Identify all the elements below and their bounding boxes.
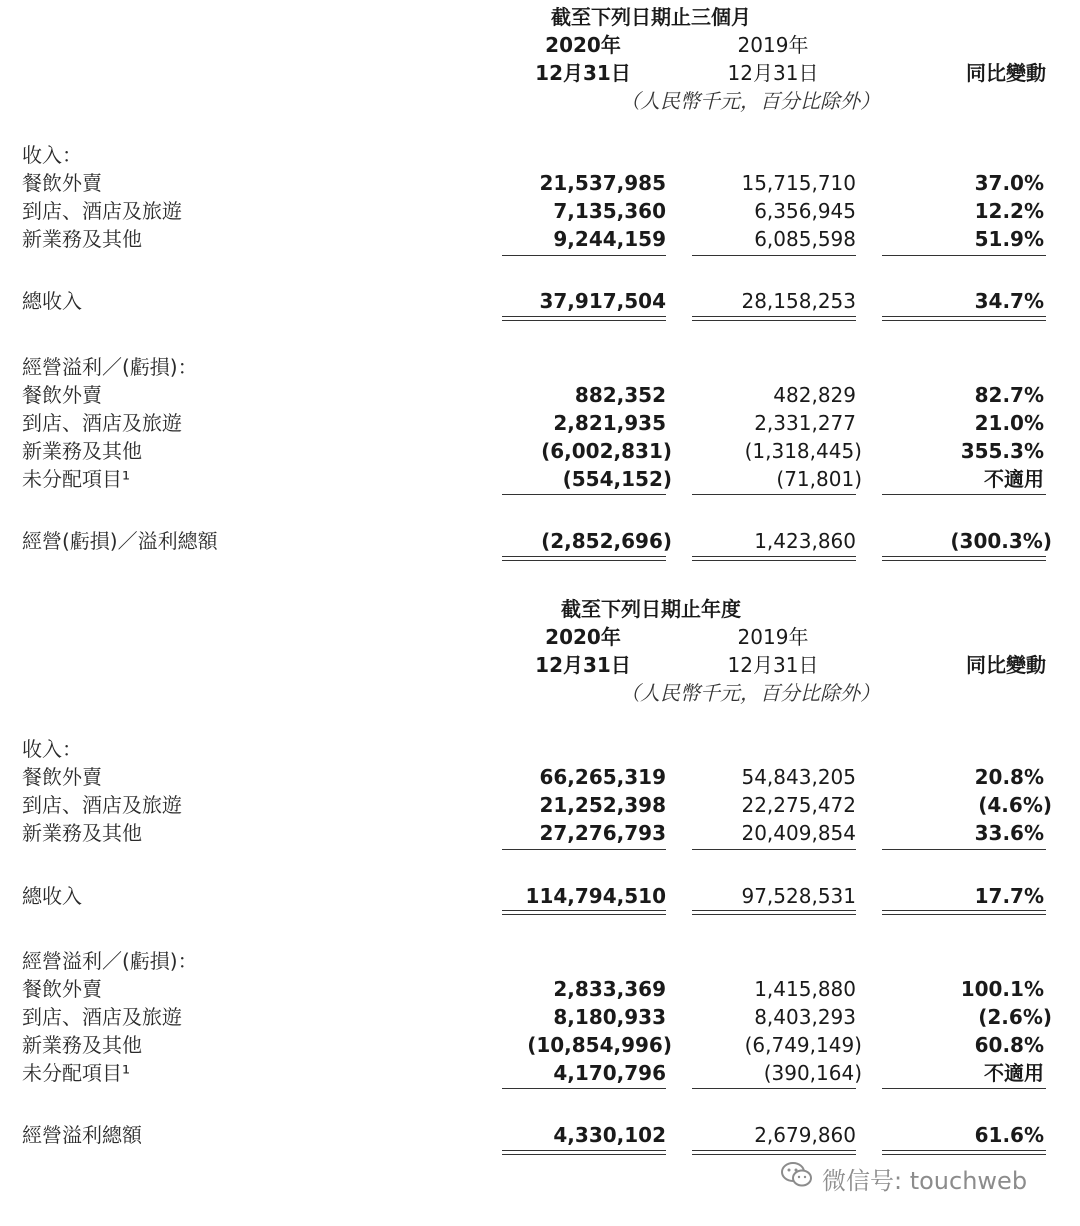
row-label: 到店、酒店及旅遊 [22, 411, 182, 435]
total-double-rule [882, 1150, 1046, 1155]
date-2019-heading: 12月31日 [727, 61, 819, 85]
total-double-rule [692, 556, 856, 561]
subtotal-rule [692, 849, 856, 850]
unit-note: （人民幣千元，百分比除外） [620, 681, 880, 705]
total-double-rule [882, 910, 1046, 915]
operating-total-yoy: 61.6% [974, 1123, 1044, 1147]
row-label: 到店、酒店及旅遊 [22, 1005, 182, 1029]
value-2019: 20,409,854 [741, 821, 856, 845]
operating-total-label: 經營溢利總額 [22, 1123, 142, 1147]
operating-total-2019: 2,679,860 [754, 1123, 856, 1147]
row-label: 餐飲外賣 [22, 765, 102, 789]
row-label: 未分配項目¹ [22, 1061, 131, 1085]
subtotal-rule [692, 494, 856, 495]
value-2020: 882,352 [574, 383, 666, 407]
total-double-rule [692, 910, 856, 915]
row-label: 新業務及其他 [22, 1033, 142, 1057]
total-revenue-label: 總收入 [22, 884, 82, 908]
value-2019: (71,801) [776, 467, 862, 491]
value-2020: 7,135,360 [553, 199, 666, 223]
value-2020: (554,152) [562, 467, 672, 491]
subtotal-rule [882, 1088, 1046, 1089]
row-label: 未分配項目¹ [22, 467, 131, 491]
period-heading: 截至下列日期止三個月 [551, 5, 751, 29]
watermark [780, 1160, 1027, 1196]
year-2020-heading: 2020年 [545, 625, 621, 649]
total-revenue-2019: 28,158,253 [741, 289, 856, 313]
yoy-change: 33.6% [974, 821, 1044, 845]
unit-note: （人民幣千元，百分比除外） [620, 89, 880, 113]
row-label: 新業務及其他 [22, 821, 142, 845]
value-2019: 22,275,472 [741, 793, 856, 817]
total-revenue-yoy: 17.7% [974, 884, 1044, 908]
year-2019-heading: 2019年 [737, 625, 809, 649]
value-2020: 9,244,159 [553, 227, 666, 251]
row-label: 到店、酒店及旅遊 [22, 199, 182, 223]
operating-section-title: 經營溢利／(虧損)： [22, 355, 198, 379]
period-heading: 截至下列日期止年度 [561, 597, 741, 621]
row-label: 到店、酒店及旅遊 [22, 793, 182, 817]
value-2019: (1,318,445) [744, 439, 862, 463]
total-revenue-2019: 97,528,531 [741, 884, 856, 908]
row-label: 餐飲外賣 [22, 977, 102, 1001]
total-double-rule [692, 1150, 856, 1155]
year-2020-heading: 2020年 [545, 33, 621, 57]
value-2019: 8,403,293 [754, 1005, 856, 1029]
yoy-change: 82.7% [974, 383, 1044, 407]
operating-section-title: 經營溢利／(虧損)： [22, 949, 198, 973]
total-double-rule [502, 1150, 666, 1155]
total-double-rule [502, 910, 666, 915]
value-2020: (10,854,996) [527, 1033, 672, 1057]
yoy-change: 100.1% [960, 977, 1044, 1001]
value-2020: 66,265,319 [539, 765, 666, 789]
value-2019: 482,829 [773, 383, 856, 407]
total-double-rule [502, 556, 666, 561]
yoy-change: 355.3% [960, 439, 1044, 463]
yoy-change: 12.2% [974, 199, 1044, 223]
value-2020: 21,252,398 [539, 793, 666, 817]
value-2019: 6,356,945 [754, 199, 856, 223]
value-2019: 54,843,205 [741, 765, 856, 789]
value-2019: (390,164) [763, 1061, 862, 1085]
yoy-change: 不適用 [984, 1061, 1044, 1085]
row-label: 新業務及其他 [22, 439, 142, 463]
subtotal-rule [502, 1088, 666, 1089]
value-2020: 2,833,369 [553, 977, 666, 1001]
value-2019: 15,715,710 [741, 171, 856, 195]
value-2020: 21,537,985 [539, 171, 666, 195]
subtotal-rule [882, 255, 1046, 256]
row-label: 餐飲外賣 [22, 383, 102, 407]
yoy-change: 21.0% [974, 411, 1044, 435]
year-2019-heading: 2019年 [737, 33, 809, 57]
yoy-change: 51.9% [974, 227, 1044, 251]
subtotal-rule [502, 494, 666, 495]
row-label: 餐飲外賣 [22, 171, 102, 195]
total-double-rule [692, 316, 856, 321]
value-2019: 6,085,598 [754, 227, 856, 251]
total-revenue-yoy: 34.7% [974, 289, 1044, 313]
value-2020: 27,276,793 [539, 821, 666, 845]
subtotal-rule [502, 255, 666, 256]
watermark-text: 微信号: touchweb [822, 1166, 1028, 1195]
value-2019: (6,749,149) [744, 1033, 862, 1057]
subtotal-rule [692, 1088, 856, 1089]
subtotal-rule [882, 494, 1046, 495]
value-2020: 8,180,933 [553, 1005, 666, 1029]
value-2020: (6,002,831) [541, 439, 672, 463]
yoy-change: (2.6%) [978, 1005, 1052, 1029]
operating-total-2019: 1,423,860 [754, 529, 856, 553]
date-2020-heading: 12月31日 [535, 653, 631, 677]
revenue-section-title: 收入： [22, 143, 82, 167]
total-double-rule [502, 316, 666, 321]
value-2019: 2,331,277 [754, 411, 856, 435]
operating-total-2020: 4,330,102 [553, 1123, 666, 1147]
total-revenue-label: 總收入 [22, 289, 82, 313]
subtotal-rule [882, 849, 1046, 850]
subtotal-rule [692, 255, 856, 256]
date-2020-heading: 12月31日 [535, 61, 631, 85]
total-double-rule [882, 556, 1046, 561]
total-double-rule [882, 316, 1046, 321]
yoy-heading: 同比變動 [966, 653, 1046, 677]
total-revenue-2020: 37,917,504 [539, 289, 666, 313]
yoy-change: 60.8% [974, 1033, 1044, 1057]
total-revenue-2020: 114,794,510 [525, 884, 666, 908]
value-2020: 4,170,796 [553, 1061, 666, 1085]
yoy-change: 20.8% [974, 765, 1044, 789]
operating-total-yoy: (300.3%) [950, 529, 1052, 553]
operating-total-label: 經營(虧損)／溢利總額 [22, 529, 218, 553]
value-2020: 2,821,935 [553, 411, 666, 435]
wechat-icon [780, 1160, 814, 1196]
row-label: 新業務及其他 [22, 227, 142, 251]
operating-total-2020: (2,852,696) [541, 529, 672, 553]
revenue-section-title: 收入： [22, 737, 82, 761]
yoy-change: 不適用 [984, 467, 1044, 491]
yoy-heading: 同比變動 [966, 61, 1046, 85]
date-2019-heading: 12月31日 [727, 653, 819, 677]
value-2019: 1,415,880 [754, 977, 856, 1001]
yoy-change: 37.0% [974, 171, 1044, 195]
subtotal-rule [502, 849, 666, 850]
yoy-change: (4.6%) [978, 793, 1052, 817]
